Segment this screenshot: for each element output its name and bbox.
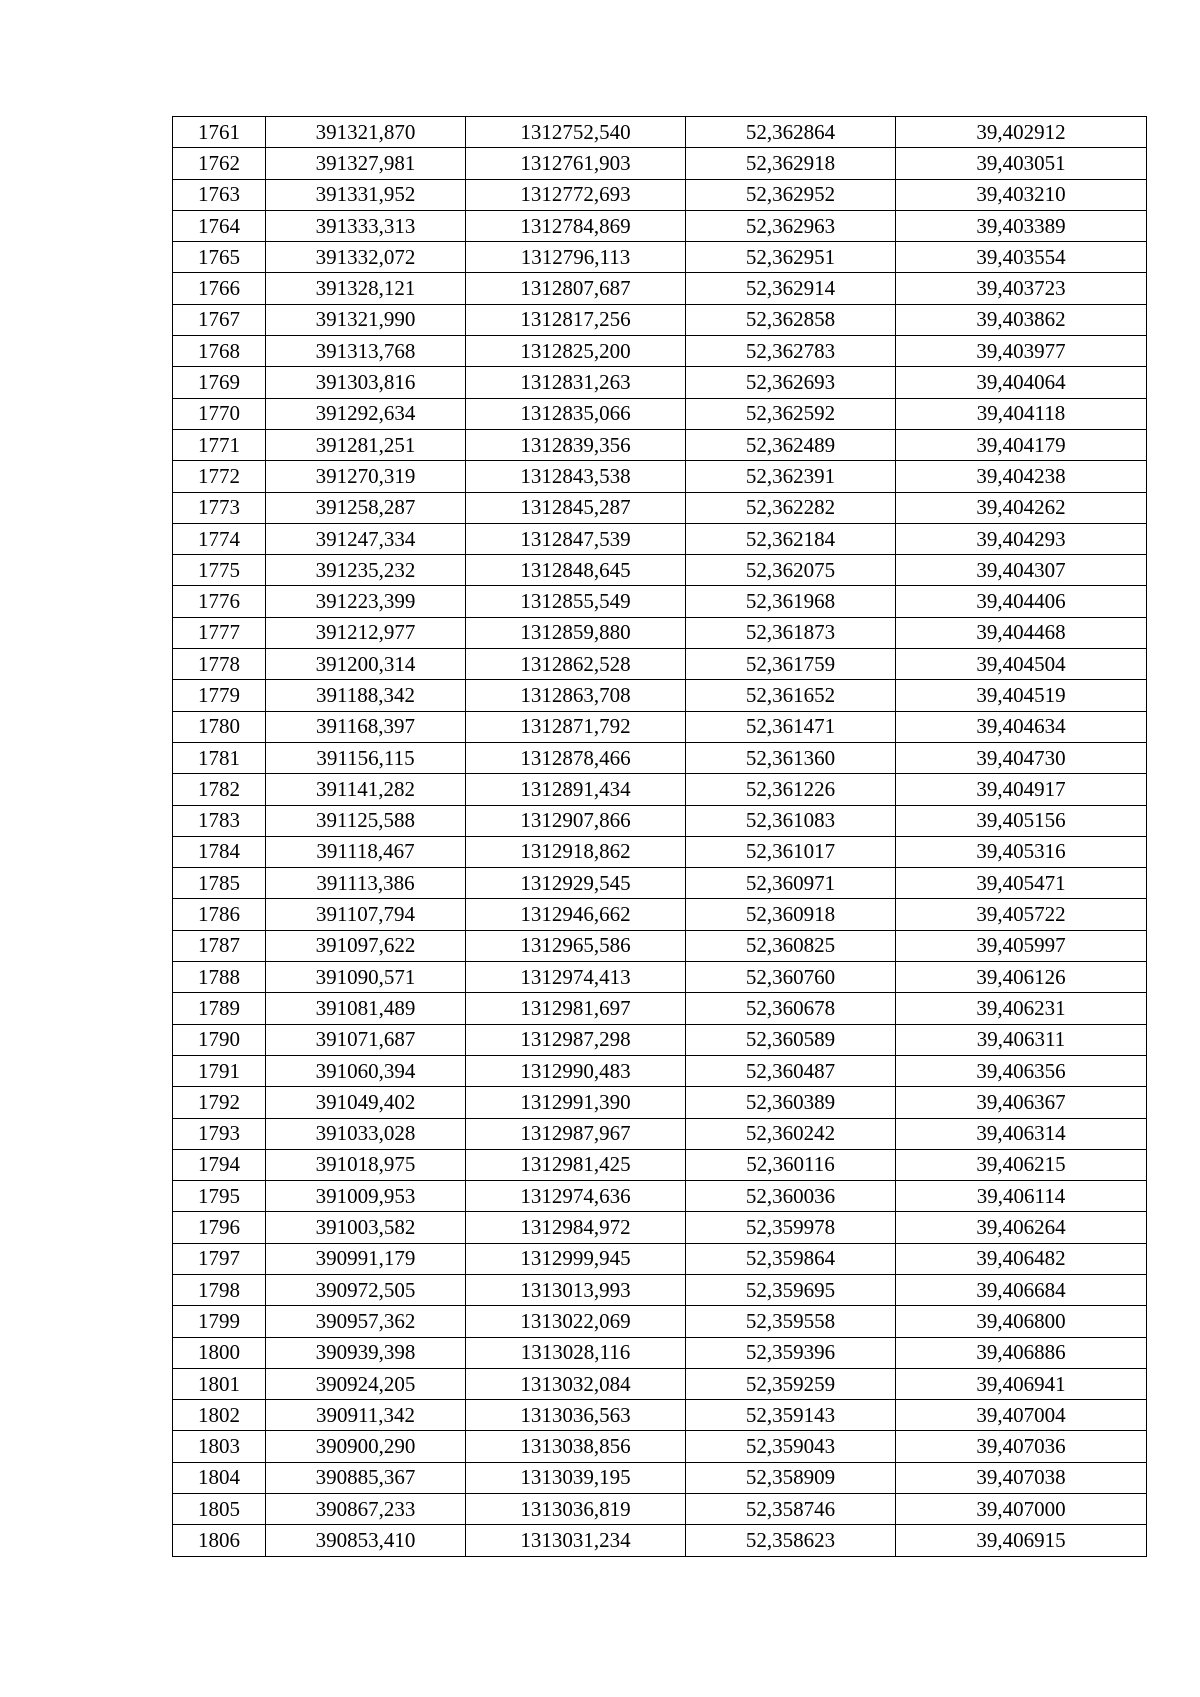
y-coordinate-cell: 1312987,298 <box>466 1024 686 1055</box>
latitude-cell: 52,362963 <box>686 210 896 241</box>
table-row <box>173 617 1147 648</box>
longitude-cell: 39,403723 <box>896 273 1147 304</box>
point-number-cell: 1783 <box>173 805 266 836</box>
longitude-cell: 39,406915 <box>896 1525 1147 1556</box>
x-coordinate-cell: 391009,953 <box>266 1181 466 1212</box>
latitude-cell: 52,360760 <box>686 962 896 993</box>
y-coordinate-cell: 1313039,195 <box>466 1462 686 1493</box>
latitude-cell: 52,361083 <box>686 805 896 836</box>
y-coordinate-cell: 1312825,200 <box>466 336 686 367</box>
y-coordinate-cell: 1313028,116 <box>466 1337 686 1368</box>
longitude-cell: 39,402912 <box>896 117 1147 148</box>
table-row <box>173 210 1147 241</box>
y-coordinate-cell: 1312965,586 <box>466 930 686 961</box>
table-row <box>173 1087 1147 1118</box>
y-coordinate-cell: 1312831,263 <box>466 367 686 398</box>
x-coordinate-cell: 391090,571 <box>266 962 466 993</box>
latitude-cell: 52,362858 <box>686 304 896 335</box>
x-coordinate-cell: 391327,981 <box>266 148 466 179</box>
x-coordinate-cell: 391321,990 <box>266 304 466 335</box>
latitude-cell: 52,361652 <box>686 680 896 711</box>
table-row <box>173 1055 1147 1086</box>
point-number-cell: 1799 <box>173 1306 266 1337</box>
table-row <box>173 1181 1147 1212</box>
longitude-cell: 39,404118 <box>896 398 1147 429</box>
y-coordinate-cell: 1312878,466 <box>466 742 686 773</box>
y-coordinate-cell: 1312974,636 <box>466 1181 686 1212</box>
point-number-cell: 1773 <box>173 492 266 523</box>
longitude-cell: 39,406264 <box>896 1212 1147 1243</box>
point-number-cell: 1788 <box>173 962 266 993</box>
table-row <box>173 398 1147 429</box>
x-coordinate-cell: 391328,121 <box>266 273 466 304</box>
table-row <box>173 179 1147 210</box>
y-coordinate-cell: 1312848,645 <box>466 555 686 586</box>
longitude-cell: 39,406314 <box>896 1118 1147 1149</box>
x-coordinate-cell: 391235,232 <box>266 555 466 586</box>
latitude-cell: 52,359558 <box>686 1306 896 1337</box>
point-number-cell: 1796 <box>173 1212 266 1243</box>
table-row <box>173 805 1147 836</box>
point-number-cell: 1805 <box>173 1494 266 1525</box>
x-coordinate-cell: 391118,467 <box>266 836 466 867</box>
x-coordinate-cell: 390911,342 <box>266 1400 466 1431</box>
point-number-cell: 1795 <box>173 1181 266 1212</box>
table-row <box>173 1337 1147 1368</box>
latitude-cell: 52,361360 <box>686 742 896 773</box>
table-row <box>173 1149 1147 1180</box>
latitude-cell: 52,362592 <box>686 398 896 429</box>
point-number-cell: 1792 <box>173 1087 266 1118</box>
table-row <box>173 1400 1147 1431</box>
table-row <box>173 1525 1147 1556</box>
table-row <box>173 1431 1147 1462</box>
point-number-cell: 1767 <box>173 304 266 335</box>
latitude-cell: 52,360825 <box>686 930 896 961</box>
latitude-cell: 52,360589 <box>686 1024 896 1055</box>
point-number-cell: 1762 <box>173 148 266 179</box>
longitude-cell: 39,405316 <box>896 836 1147 867</box>
y-coordinate-cell: 1312752,540 <box>466 117 686 148</box>
latitude-cell: 52,360487 <box>686 1055 896 1086</box>
longitude-cell: 39,404262 <box>896 492 1147 523</box>
x-coordinate-cell: 390853,410 <box>266 1525 466 1556</box>
longitude-cell: 39,406800 <box>896 1306 1147 1337</box>
x-coordinate-cell: 391200,314 <box>266 649 466 680</box>
point-number-cell: 1794 <box>173 1149 266 1180</box>
y-coordinate-cell: 1312981,425 <box>466 1149 686 1180</box>
y-coordinate-cell: 1312987,967 <box>466 1118 686 1149</box>
longitude-cell: 39,403862 <box>896 304 1147 335</box>
y-coordinate-cell: 1313032,084 <box>466 1368 686 1399</box>
x-coordinate-cell: 391097,622 <box>266 930 466 961</box>
point-number-cell: 1761 <box>173 117 266 148</box>
x-coordinate-cell: 391321,870 <box>266 117 466 148</box>
longitude-cell: 39,406215 <box>896 1149 1147 1180</box>
latitude-cell: 52,360918 <box>686 899 896 930</box>
x-coordinate-cell: 391332,072 <box>266 242 466 273</box>
longitude-cell: 39,406367 <box>896 1087 1147 1118</box>
x-coordinate-cell: 391188,342 <box>266 680 466 711</box>
y-coordinate-cell: 1313038,856 <box>466 1431 686 1462</box>
longitude-cell: 39,403389 <box>896 210 1147 241</box>
latitude-cell: 52,359978 <box>686 1212 896 1243</box>
y-coordinate-cell: 1312918,862 <box>466 836 686 867</box>
x-coordinate-cell: 390991,179 <box>266 1243 466 1274</box>
point-number-cell: 1791 <box>173 1055 266 1086</box>
longitude-cell: 39,403051 <box>896 148 1147 179</box>
point-number-cell: 1765 <box>173 242 266 273</box>
y-coordinate-cell: 1312855,549 <box>466 586 686 617</box>
table-row <box>173 555 1147 586</box>
latitude-cell: 52,360971 <box>686 868 896 899</box>
latitude-cell: 52,361226 <box>686 774 896 805</box>
x-coordinate-cell: 391333,313 <box>266 210 466 241</box>
latitude-cell: 52,362693 <box>686 367 896 398</box>
table-row <box>173 1118 1147 1149</box>
longitude-cell: 39,406231 <box>896 993 1147 1024</box>
longitude-cell: 39,403977 <box>896 336 1147 367</box>
x-coordinate-cell: 391212,977 <box>266 617 466 648</box>
table-row <box>173 649 1147 680</box>
point-number-cell: 1771 <box>173 429 266 460</box>
longitude-cell: 39,405471 <box>896 868 1147 899</box>
point-number-cell: 1789 <box>173 993 266 1024</box>
y-coordinate-cell: 1312871,792 <box>466 711 686 742</box>
y-coordinate-cell: 1312862,528 <box>466 649 686 680</box>
y-coordinate-cell: 1312843,538 <box>466 461 686 492</box>
x-coordinate-cell: 391313,768 <box>266 336 466 367</box>
table-row <box>173 117 1147 148</box>
point-number-cell: 1778 <box>173 649 266 680</box>
x-coordinate-cell: 390900,290 <box>266 1431 466 1462</box>
table-row <box>173 523 1147 554</box>
table-row <box>173 461 1147 492</box>
y-coordinate-cell: 1313036,563 <box>466 1400 686 1431</box>
x-coordinate-cell: 391303,816 <box>266 367 466 398</box>
longitude-cell: 39,406886 <box>896 1337 1147 1368</box>
latitude-cell: 52,359695 <box>686 1274 896 1305</box>
longitude-cell: 39,407004 <box>896 1400 1147 1431</box>
point-number-cell: 1782 <box>173 774 266 805</box>
y-coordinate-cell: 1312847,539 <box>466 523 686 554</box>
x-coordinate-cell: 391270,319 <box>266 461 466 492</box>
point-number-cell: 1772 <box>173 461 266 492</box>
longitude-cell: 39,405156 <box>896 805 1147 836</box>
latitude-cell: 52,361873 <box>686 617 896 648</box>
point-number-cell: 1798 <box>173 1274 266 1305</box>
table-row <box>173 1024 1147 1055</box>
point-number-cell: 1777 <box>173 617 266 648</box>
y-coordinate-cell: 1312859,880 <box>466 617 686 648</box>
latitude-cell: 52,359043 <box>686 1431 896 1462</box>
latitude-cell: 52,358623 <box>686 1525 896 1556</box>
x-coordinate-cell: 391081,489 <box>266 993 466 1024</box>
longitude-cell: 39,406356 <box>896 1055 1147 1086</box>
latitude-cell: 52,362391 <box>686 461 896 492</box>
y-coordinate-cell: 1312807,687 <box>466 273 686 304</box>
longitude-cell: 39,404238 <box>896 461 1147 492</box>
y-coordinate-cell: 1312974,413 <box>466 962 686 993</box>
latitude-cell: 52,360116 <box>686 1149 896 1180</box>
y-coordinate-cell: 1312817,256 <box>466 304 686 335</box>
coordinates-table <box>172 116 1147 1557</box>
longitude-cell: 39,404634 <box>896 711 1147 742</box>
point-number-cell: 1802 <box>173 1400 266 1431</box>
longitude-cell: 39,403210 <box>896 179 1147 210</box>
longitude-cell: 39,406684 <box>896 1274 1147 1305</box>
point-number-cell: 1768 <box>173 336 266 367</box>
latitude-cell: 52,362184 <box>686 523 896 554</box>
longitude-cell: 39,404064 <box>896 367 1147 398</box>
y-coordinate-cell: 1313022,069 <box>466 1306 686 1337</box>
table-row <box>173 930 1147 961</box>
x-coordinate-cell: 390867,233 <box>266 1494 466 1525</box>
coordinates-table-body <box>173 117 1147 1557</box>
x-coordinate-cell: 391331,952 <box>266 179 466 210</box>
table-row <box>173 273 1147 304</box>
table-row <box>173 1274 1147 1305</box>
table-row <box>173 586 1147 617</box>
latitude-cell: 52,362951 <box>686 242 896 273</box>
table-row <box>173 899 1147 930</box>
longitude-cell: 39,405997 <box>896 930 1147 961</box>
table-row <box>173 1462 1147 1493</box>
point-number-cell: 1779 <box>173 680 266 711</box>
latitude-cell: 52,358746 <box>686 1494 896 1525</box>
longitude-cell: 39,406114 <box>896 1181 1147 1212</box>
y-coordinate-cell: 1312772,693 <box>466 179 686 210</box>
y-coordinate-cell: 1313013,993 <box>466 1274 686 1305</box>
longitude-cell: 39,406482 <box>896 1243 1147 1274</box>
latitude-cell: 52,359396 <box>686 1337 896 1368</box>
table-row <box>173 868 1147 899</box>
x-coordinate-cell: 391247,334 <box>266 523 466 554</box>
y-coordinate-cell: 1312845,287 <box>466 492 686 523</box>
x-coordinate-cell: 391071,687 <box>266 1024 466 1055</box>
latitude-cell: 52,361471 <box>686 711 896 742</box>
y-coordinate-cell: 1312907,866 <box>466 805 686 836</box>
longitude-cell: 39,406126 <box>896 962 1147 993</box>
table-row <box>173 742 1147 773</box>
point-number-cell: 1764 <box>173 210 266 241</box>
y-coordinate-cell: 1312839,356 <box>466 429 686 460</box>
longitude-cell: 39,404504 <box>896 649 1147 680</box>
point-number-cell: 1763 <box>173 179 266 210</box>
longitude-cell: 39,404519 <box>896 680 1147 711</box>
latitude-cell: 52,362952 <box>686 179 896 210</box>
x-coordinate-cell: 390885,367 <box>266 1462 466 1493</box>
point-number-cell: 1806 <box>173 1525 266 1556</box>
latitude-cell: 52,361759 <box>686 649 896 680</box>
longitude-cell: 39,404293 <box>896 523 1147 554</box>
point-number-cell: 1784 <box>173 836 266 867</box>
point-number-cell: 1800 <box>173 1337 266 1368</box>
table-row <box>173 993 1147 1024</box>
longitude-cell: 39,407038 <box>896 1462 1147 1493</box>
y-coordinate-cell: 1312929,545 <box>466 868 686 899</box>
point-number-cell: 1776 <box>173 586 266 617</box>
x-coordinate-cell: 391125,588 <box>266 805 466 836</box>
y-coordinate-cell: 1312835,066 <box>466 398 686 429</box>
x-coordinate-cell: 391292,634 <box>266 398 466 429</box>
point-number-cell: 1786 <box>173 899 266 930</box>
x-coordinate-cell: 391049,402 <box>266 1087 466 1118</box>
latitude-cell: 52,359259 <box>686 1368 896 1399</box>
point-number-cell: 1803 <box>173 1431 266 1462</box>
y-coordinate-cell: 1312891,434 <box>466 774 686 805</box>
point-number-cell: 1793 <box>173 1118 266 1149</box>
longitude-cell: 39,407036 <box>896 1431 1147 1462</box>
table-row <box>173 1494 1147 1525</box>
y-coordinate-cell: 1312796,113 <box>466 242 686 273</box>
table-row <box>173 680 1147 711</box>
point-number-cell: 1787 <box>173 930 266 961</box>
y-coordinate-cell: 1313036,819 <box>466 1494 686 1525</box>
y-coordinate-cell: 1313031,234 <box>466 1525 686 1556</box>
x-coordinate-cell: 391168,397 <box>266 711 466 742</box>
longitude-cell: 39,404917 <box>896 774 1147 805</box>
latitude-cell: 52,359864 <box>686 1243 896 1274</box>
x-coordinate-cell: 391060,394 <box>266 1055 466 1086</box>
x-coordinate-cell: 391281,251 <box>266 429 466 460</box>
point-number-cell: 1766 <box>173 273 266 304</box>
table-row <box>173 367 1147 398</box>
latitude-cell: 52,362914 <box>686 273 896 304</box>
latitude-cell: 52,360389 <box>686 1087 896 1118</box>
latitude-cell: 52,360242 <box>686 1118 896 1149</box>
point-number-cell: 1775 <box>173 555 266 586</box>
table-row <box>173 1368 1147 1399</box>
latitude-cell: 52,362075 <box>686 555 896 586</box>
x-coordinate-cell: 391107,794 <box>266 899 466 930</box>
longitude-cell: 39,404179 <box>896 429 1147 460</box>
x-coordinate-cell: 391033,028 <box>266 1118 466 1149</box>
latitude-cell: 52,362489 <box>686 429 896 460</box>
x-coordinate-cell: 390957,362 <box>266 1306 466 1337</box>
longitude-cell: 39,404307 <box>896 555 1147 586</box>
table-row <box>173 1243 1147 1274</box>
x-coordinate-cell: 390972,505 <box>266 1274 466 1305</box>
latitude-cell: 52,360678 <box>686 993 896 1024</box>
x-coordinate-cell: 391156,115 <box>266 742 466 773</box>
point-number-cell: 1804 <box>173 1462 266 1493</box>
x-coordinate-cell: 390939,398 <box>266 1337 466 1368</box>
table-row <box>173 148 1147 179</box>
y-coordinate-cell: 1312761,903 <box>466 148 686 179</box>
latitude-cell: 52,362282 <box>686 492 896 523</box>
table-row <box>173 429 1147 460</box>
table-row <box>173 711 1147 742</box>
point-number-cell: 1774 <box>173 523 266 554</box>
y-coordinate-cell: 1312990,483 <box>466 1055 686 1086</box>
point-number-cell: 1780 <box>173 711 266 742</box>
latitude-cell: 52,361017 <box>686 836 896 867</box>
x-coordinate-cell: 391258,287 <box>266 492 466 523</box>
longitude-cell: 39,407000 <box>896 1494 1147 1525</box>
longitude-cell: 39,404406 <box>896 586 1147 617</box>
table-row <box>173 304 1147 335</box>
x-coordinate-cell: 390924,205 <box>266 1368 466 1399</box>
point-number-cell: 1769 <box>173 367 266 398</box>
longitude-cell: 39,404468 <box>896 617 1147 648</box>
table-row <box>173 336 1147 367</box>
y-coordinate-cell: 1312999,945 <box>466 1243 686 1274</box>
point-number-cell: 1770 <box>173 398 266 429</box>
table-row <box>173 836 1147 867</box>
x-coordinate-cell: 391018,975 <box>266 1149 466 1180</box>
point-number-cell: 1785 <box>173 868 266 899</box>
longitude-cell: 39,403554 <box>896 242 1147 273</box>
table-row <box>173 774 1147 805</box>
table-row <box>173 492 1147 523</box>
latitude-cell: 52,360036 <box>686 1181 896 1212</box>
latitude-cell: 52,362918 <box>686 148 896 179</box>
y-coordinate-cell: 1312784,869 <box>466 210 686 241</box>
point-number-cell: 1797 <box>173 1243 266 1274</box>
latitude-cell: 52,362864 <box>686 117 896 148</box>
longitude-cell: 39,404730 <box>896 742 1147 773</box>
table-row <box>173 962 1147 993</box>
x-coordinate-cell: 391003,582 <box>266 1212 466 1243</box>
latitude-cell: 52,358909 <box>686 1462 896 1493</box>
latitude-cell: 52,361968 <box>686 586 896 617</box>
y-coordinate-cell: 1312991,390 <box>466 1087 686 1118</box>
x-coordinate-cell: 391223,399 <box>266 586 466 617</box>
point-number-cell: 1781 <box>173 742 266 773</box>
y-coordinate-cell: 1312984,972 <box>466 1212 686 1243</box>
x-coordinate-cell: 391141,282 <box>266 774 466 805</box>
longitude-cell: 39,406311 <box>896 1024 1147 1055</box>
longitude-cell: 39,406941 <box>896 1368 1147 1399</box>
y-coordinate-cell: 1312863,708 <box>466 680 686 711</box>
x-coordinate-cell: 391113,386 <box>266 868 466 899</box>
point-number-cell: 1801 <box>173 1368 266 1399</box>
y-coordinate-cell: 1312981,697 <box>466 993 686 1024</box>
longitude-cell: 39,405722 <box>896 899 1147 930</box>
latitude-cell: 52,359143 <box>686 1400 896 1431</box>
table-row <box>173 242 1147 273</box>
table-row <box>173 1212 1147 1243</box>
y-coordinate-cell: 1312946,662 <box>466 899 686 930</box>
table-row <box>173 1306 1147 1337</box>
point-number-cell: 1790 <box>173 1024 266 1055</box>
latitude-cell: 52,362783 <box>686 336 896 367</box>
